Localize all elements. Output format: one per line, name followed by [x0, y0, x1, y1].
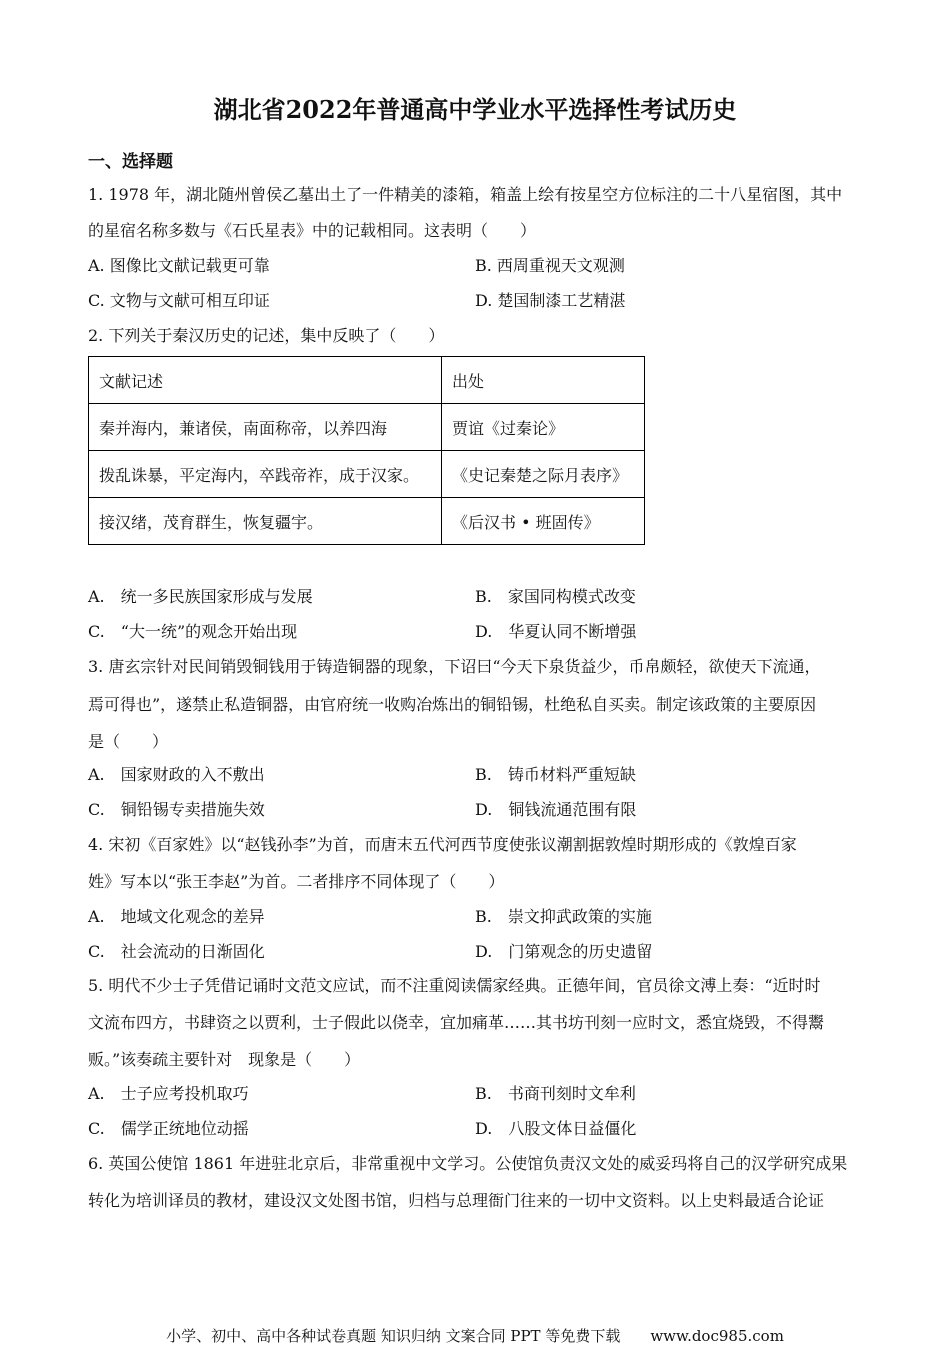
table-row: [89, 498, 645, 545]
question-4-option-d: D. 门第观念的历史遗留: [475, 942, 653, 961]
table-header-row: [89, 357, 645, 404]
question-1-option-c: C. 文物与文献可相互印证: [88, 291, 270, 310]
table-cell: 《史记秦楚之际月表序》: [442, 451, 645, 498]
question-4-option-b: B. 崇文抑武政策的实施: [475, 907, 652, 926]
question-2-option-c: C. “大一统”的观念开始出现: [88, 622, 298, 641]
question-2-option-d: D. 华夏认同不断增强: [475, 622, 637, 641]
question-2-text: 2. 下列关于秦汉历史的记述，集中反映了（ ）: [88, 326, 445, 345]
page-title: 湖北省2022年普通高中学业水平选择性考试历史: [213, 95, 737, 124]
question-1-option-b: B. 西周重视天文观测: [475, 256, 625, 275]
table-cell: 秦并海内，兼诸侯，南面称帝，以养四海: [89, 404, 442, 451]
question-6-text: 6. 英国公使馆 1861 年进驻北京后，非常重视中文学习。公使馆负责汉文处的威妥玛将自己的汉学研究成果: [88, 1154, 848, 1173]
question-5-text: 文流布四方，书肆资之以贾利，士子假此以侥幸，宜加痛革……其书坊刊刻一应时文，悉宜烧毁，不得鬻: [88, 1013, 825, 1032]
question-1-option-d: D. 楚国制漆工艺精湛: [475, 291, 626, 310]
question-1-option-a: A. 图像比文献记载更可靠: [88, 256, 270, 275]
question-4-option-a: A. 地域文化观念的差异: [88, 907, 265, 926]
question-5-option-a: A. 士子应考投机取巧: [88, 1084, 249, 1103]
question-3-text: 3. 唐玄宗针对民间销毁铜钱用于铸造铜器的现象，下诏曰“今天下泉货益少，币帛颇轻，欲使天下流通，: [88, 657, 821, 676]
table-header-cell: 出处: [442, 357, 645, 404]
table-cell: 接汉绪，茂育群生，恢复疆宇。: [89, 498, 442, 545]
table-header-cell: 文献记述: [89, 357, 442, 404]
question-3-text: 是（ ）: [88, 732, 169, 751]
question-5-text: 贩。”该奏疏主要针对 现象是（ ）: [88, 1050, 361, 1069]
table-row: [89, 451, 645, 498]
question-4-text: 姓》写本以“张王李赵”为首。二者排序不同体现了（ ）: [88, 872, 505, 891]
question-1-text: 的星宿名称多数与《石氏星表》中的记载相同。这表明（ ）: [88, 221, 537, 240]
question-5-text: 5. 明代不少士子凭借记诵时文范文应试，而不注重阅读儒家经典。正德年间，官员徐文溥上奏：“近时时: [88, 976, 821, 995]
table-cell: 拨乱诛暴，平定海内，卒践帝祚，成于汉家。: [89, 451, 442, 498]
table-cell: 贾谊《过秦论》: [442, 404, 645, 451]
question-3-option-a: A. 国家财政的入不敷出: [88, 765, 265, 784]
question-3-option-d: D. 铜钱流通范围有限: [475, 800, 637, 819]
question-5-option-b: B. 书商刊刻时文牟利: [475, 1084, 636, 1103]
question-5-option-d: D. 八股文体日益僵化: [475, 1119, 637, 1138]
table-row: [89, 404, 645, 451]
question-5-option-c: C. 儒学正统地位动摇: [88, 1119, 249, 1138]
question-2-option-b: B. 家国同构模式改变: [475, 587, 636, 606]
page-footer: 小学、初中、高中各种试卷真题 知识归纳 文案合同 PPT 等免费下载 www.doc985.com: [166, 1327, 784, 1345]
question-3-text: 焉可得也”，遂禁止私造铜器，由官府统一收购冶炼出的铜铅锡，杜绝私自买卖。制定该政策的主要原因: [88, 695, 817, 714]
question-2-option-a: A. 统一多民族国家形成与发展: [88, 587, 313, 606]
question-3-option-c: C. 铜铅锡专卖措施失效: [88, 800, 265, 819]
source-table: [88, 356, 645, 545]
question-4-option-c: C. 社会流动的日渐固化: [88, 942, 265, 961]
section-heading: 一、选择题: [88, 152, 173, 172]
question-1-text: 1. 1978 年，湖北随州曾侯乙墓出土了一件精美的漆箱，箱盖上绘有按星空方位标注的二十八星宿图，其中: [88, 185, 843, 204]
question-3-option-b: B. 铸币材料严重短缺: [475, 765, 636, 784]
question-6-text: 转化为培训译员的教材，建设汉文处图书馆，归档与总理衙门往来的一切中文资料。以上史料最适合论证: [88, 1191, 825, 1210]
table-cell: 《后汉书 • 班固传》: [442, 498, 645, 545]
question-4-text: 4. 宋初《百家姓》以“赵钱孙李”为首，而唐末五代河西节度使张议潮割据敦煌时期形成的《敦煌百家: [88, 835, 797, 854]
